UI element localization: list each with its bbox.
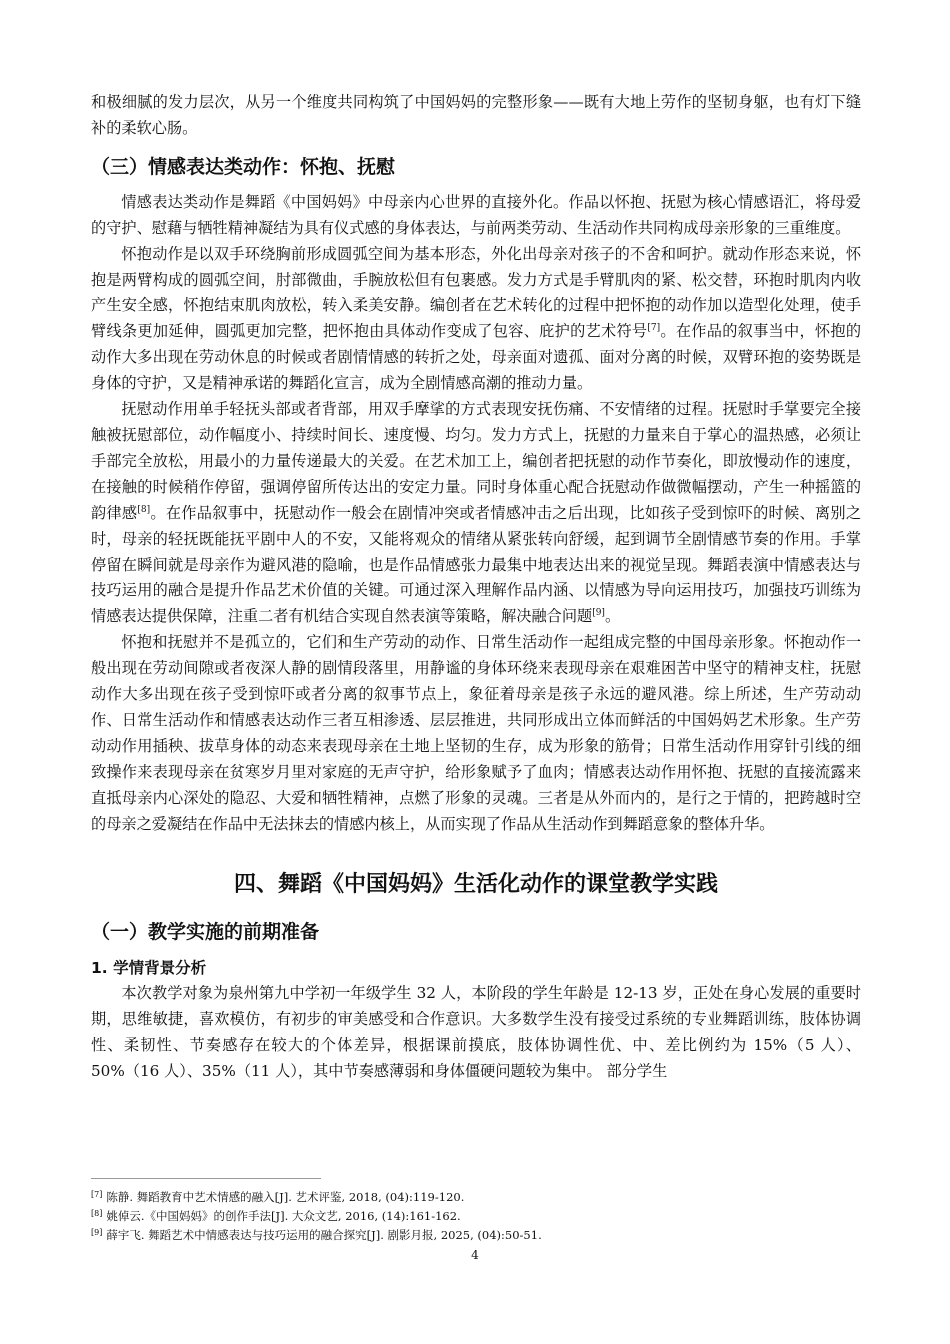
citation-9[interactable]: [9] <box>592 608 605 619</box>
paragraph-summary: 怀抱和抚慰并不是孤立的，它们和生产劳动的动作、日常生活动作一起组成完整的中国母亲形象。怀抱动作一般出现在劳动间隙或者夜深人静的剧情段落里，用静谧的身体环绕来表现母亲在艰难困苦中坚守的精神支柱，抚慰动作大多出现在孩子受到惊吓或者分离的叙事节点上，象征着母亲是孩子永远的避风港。综上所述，生产劳动动作、日常生活动作和情感表达动作三者互相渗透、层层推进，共同形成出立体而鲜活的中国妈妈艺术形象。生产劳动动作用插秧、拔草身体的动态来表现母亲在土地上坚韧的生存，成为形象的筋骨；日常生活动作用穿针引线的细致操作来表现母亲在贫寒岁月里对家庭的无声守护，给形象赋予了血肉；情感表达动作用怀抱、抚慰的直接流露来直抵母亲内心深处的隐忍、大爱和牺牲精神，点燃了形象的灵魂。三者是从外而内的，是行之于情的，把跨越时空的母亲之爱凝结在作品中无法抹去的情感内核上，从而实现了作品从生活动作到舞蹈意象的整体升华。 <box>91 633 861 833</box>
footnote-8 <box>91 1207 861 1226</box>
paragraph-comfort-text-c: 。 <box>604 607 621 626</box>
footnote-9-text: 薛宇飞. 舞蹈艺术中情感表达与技巧运用的融合探究[J]. 剧影月报, 2025, (04):50-51. <box>106 1228 542 1242</box>
paragraph-embrace-text-b: 。在作品的叙事当中，怀抱的动作大多出现在劳动休息的时候或者剧情情感的转折之处，母亲面对遗孤、面对分离的时候，双臂环抱的姿势既是身体的守护，又是精神承诺的舞蹈化宣言，成为全剧情感高潮的推动力量。 <box>91 322 862 393</box>
paragraph-comfort-text-a: 抚慰动作用单手轻抚头部或者背部，用双手摩挲的方式表现安抚伤痛、不安情绪的过程。抚慰时手掌要完全接触被抚慰部位，动作幅度小、持续时间长、速度慢、均匀。发力方式上，抚慰的力量来自于掌心的温热感，必须让手部完全放松，用最小的力量传递最大的关爱。在艺术加工上，编创者把抚慰的动作节奏化，即放慢动作的速度，在接触的时候稍作停留，强调停留所传达出的安定力量。同时身体重心配合抚慰动作做微幅摆动，产生一种摇篮的韵律感 <box>91 400 861 522</box>
footnote-8-text: 姚倬云.《中国妈妈》的创作手法[J]. 大众文艺, 2016, (14):161-162. <box>106 1209 461 1223</box>
footnote-8-number: [8] <box>91 1209 103 1218</box>
chapter-4-heading: 四、舞蹈《中国妈妈》生活化动作的课堂教学实践 <box>233 872 718 898</box>
paragraph-comfort <box>91 397 861 630</box>
citation-8[interactable]: [8] <box>137 504 151 515</box>
paragraph-embrace <box>91 242 861 397</box>
paragraph-embrace-text-a: 怀抱动作是以双手环绕胸前形成圆弧空间为基本形态，外化出母亲对孩子的不舍和呵护。就动作形态来说，怀抱是两臂构成的圆弧空间，肘部微曲，手腕放松但有包裹感。发力方式是手臂肌肉的紧、松交替，环抱时肌肉内收产生安全感，怀抱结束肌肉放松，转入柔美安静。编创者在艺术转化的过程中把怀抱的动作加以造型化处理，使手臂线条更加延伸，圆弧更加完整，把怀抱由具体动作变成了包容、庇护的艺术符号 <box>91 244 861 341</box>
intro-paragraph: 和极细腻的发力层次，从另一个维度共同构筑了中国妈妈的完整形象——既有大地上劳作的坚韧身躯，也有灯下缝补的柔软心肠。 <box>91 93 861 137</box>
footnote-9 <box>91 1226 861 1245</box>
page-number: 4 <box>471 1248 479 1262</box>
main-content <box>91 90 861 1085</box>
paragraph-emotion-intro: 情感表达类动作是舞蹈《中国妈妈》中母亲内心世界的直接外化。作品以怀抱、抚慰为核心情感语汇，将母爱的守护、慰藉与牺牲精神凝结为具有仪式感的身体表达，与前两类劳动、生活动作共同构成母亲形象的三重维度。 <box>91 192 861 237</box>
section-3-heading: （三）情感表达类动作：怀抱、抚慰 <box>91 155 396 178</box>
analysis-heading: 1. 学情背景分析 <box>91 959 207 978</box>
footnote-7-text: 陈静. 舞蹈教育中艺术情感的融入[J]. 艺术评鉴, 2018, (04):119-120. <box>106 1190 465 1204</box>
footnote-9-number: [9] <box>91 1228 103 1237</box>
citation-7[interactable]: [7] <box>647 323 661 334</box>
preparation-heading: （一）教学实施的前期准备 <box>91 921 320 944</box>
footnotes <box>91 1188 861 1245</box>
footnote-divider <box>91 1178 321 1179</box>
footnote-7-number: [7] <box>91 1190 103 1199</box>
footnote-7 <box>91 1188 861 1207</box>
paragraph-comfort-text-b: 。在作品叙事中，抚慰动作一般会在剧情冲突或者情感冲击之后出现，比如孩子受到惊吓的时候、离别之时，母亲的轻抚既能抚平剧中人的不安，又能将观众的情绪从紧张转向舒缓，起到调节全剧情感节奏的作用。手掌停留在瞬间就是母亲作为避风港的隐喻，也是作品情感张力最集中地表达出来的视觉呈现。舞蹈表演中情感表达与技巧运用的融合是提升作品艺术价值的关键。可通过深入理解作品内涵、以情感为导向运用技巧，加强技巧训练为情感表达提供保障，注重二者有机结合实现自然表演等策略，解决融合问题 <box>91 503 862 626</box>
paragraph-student-analysis: 本次教学对象为泉州第九中学初一年级学生 32 人，本阶段的学生年龄是 12-13 岁，正处在身心发展的重要时期，思维敏捷，喜欢模仿，有初步的审美感受和合作意识。大多数学生没有接受过系统的专业舞蹈训练，肢体协调性、柔韧性、节奏感存在较大的个体差异，根据课前摸底，肢体协调性优、中、差比例约为 15%（5 人）、50%（16 人）、35%（11 人），其中节奏感薄弱和身体僵硬问题较为集中。 部分学生 <box>91 984 861 1081</box>
